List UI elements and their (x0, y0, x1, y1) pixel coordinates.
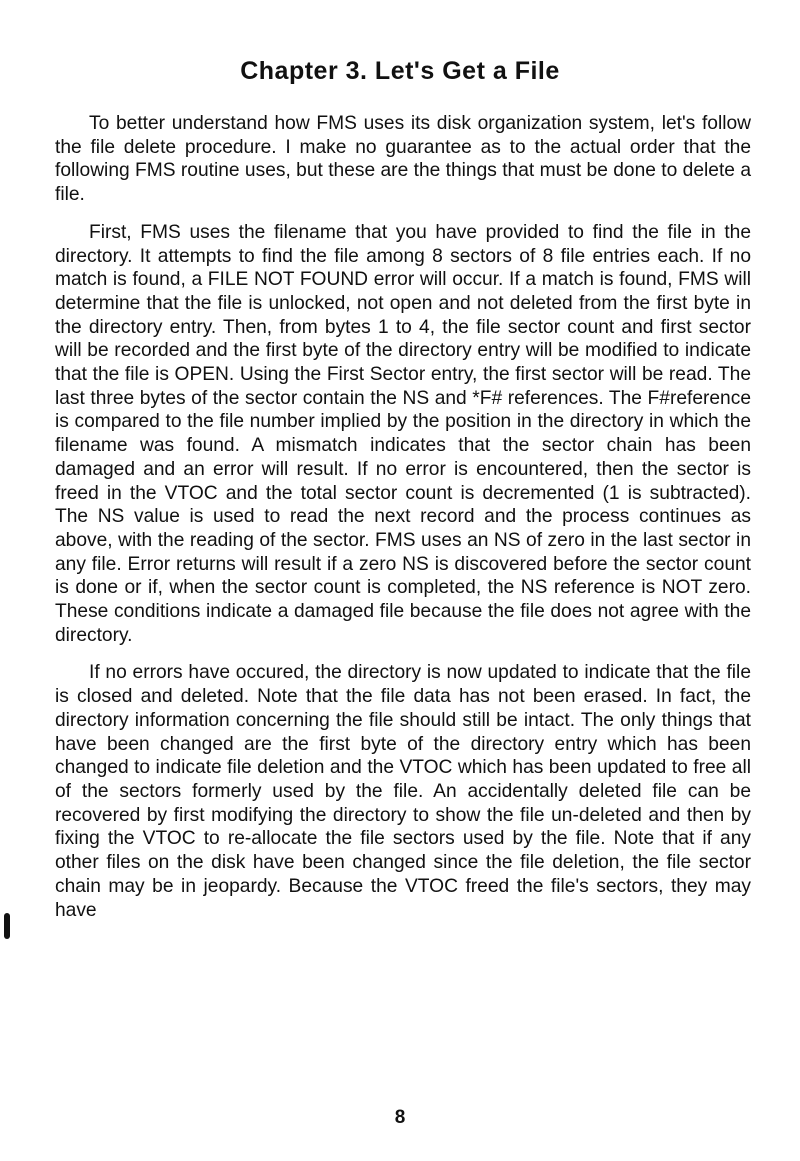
scan-margin-mark (4, 913, 10, 939)
paragraph-recovery: If no errors have occured, the directory is now updated to indicate that the file is closed and deleted. Note that the file data has not been erased. In fact, the directory information concerning the file should still be intact. The only things that have been changed are the first byte of the directory entry which has been changed to indicate file deletion and the VTOC which has been updated to free all of the sectors formerly used by the file. An accidentally deleted file can be recovered by first modifying the directory to show the file un-deleted and then by fixing the VTOC to re-allocate the file sectors used by the file. Note that if any other files on the disk have been changed since the file deletion, the file sector chain may be in jeopardy. Because the VTOC freed the file's sectors, they may have (55, 662, 751, 921)
page-number: 8 (394, 1107, 406, 1128)
paragraph-intro: To better understand how FMS uses its disk organization system, let's follow the file delete procedure. I make no guarantee as to the actual order that the following FMS routine uses, but these are the things that must be done to delete a file. (55, 113, 751, 206)
paragraph-delete-procedure: First, FMS uses the filename that you have provided to find the file in the directory. It attempts to find the file among 8 sectors of 8 file entries each. If no match is found, a FILE NOT FOUND error will occur. If a match is found, FMS will determine that the file is unlocked, not open and not deleted from the first byte in the directory entry. Then, from bytes 1 to 4, the file sector count and first sector will be recorded and the first byte of the directory entry will be modified to indicate that the file is OPEN. Using the First Sector entry, the first sector will be read. The last three bytes of the sector contain the NS and *F# references. The F#reference is compared to the file number implied by the position in the directory in which the filename was found. A mismatch indicates that the sector chain has been damaged and an error will result. If no error is encountered, then the sector is freed in the VTOC and the total sector count is decremented (1 is subtracted). The NS value is used to read the next record and the process continues as above, with the reading of the sector. FMS uses an NS of zero in the last sector in any file. Error returns will result if a zero NS is discovered before the sector count is done or if, when the sector count is completed, the NS reference is NOT zero. These conditions indicate a damaged file because the file does not agree with the directory. (55, 221, 751, 646)
body-text (55, 112, 751, 936)
chapter-title: Chapter 3. Let's Get a File (240, 57, 560, 85)
